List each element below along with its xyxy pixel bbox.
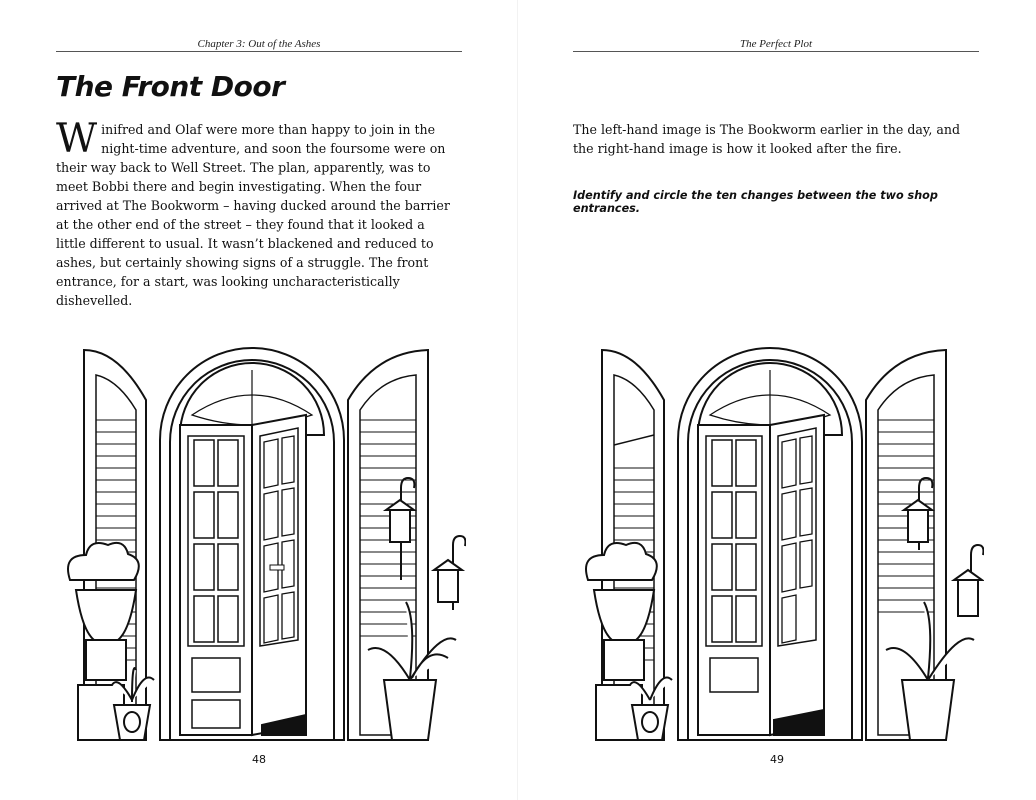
story-paragraph (56, 116, 452, 310)
puzzle-instruction: Identify and circle the ten changes between the two shop entrances. (573, 189, 938, 215)
page-number: 48 (252, 753, 266, 766)
page-title: The Front Door (56, 70, 285, 103)
shop-entrance-after-illustration (574, 340, 984, 745)
shop-entrance-before-illustration (56, 340, 466, 745)
page-number: 49 (770, 753, 784, 766)
running-head: Chapter 3: Out of the Ashes (197, 38, 321, 50)
header-rule (573, 51, 979, 52)
running-head: The Perfect Plot (739, 38, 813, 50)
intro-paragraph: The left-hand image is The Bookworm earlier in the day, and the right-hand image is how it looked after the fire. (573, 122, 961, 156)
right-page (518, 0, 1036, 800)
header-rule (56, 51, 462, 52)
story-text: inifred and Olaf were more than happy to join in the night-time adventure, and soon the foursome were on their way back to Well Street. The plan, apparently, was to meet Bobbi there and begin investigating. When the four arrived at The Bookworm – having ducked around the barrier at the other end of the street – they found that it looked a little different to usual. It wasn’t blackened and reduced to ashes, but certainly showing signs of a struggle. The front entrance, for a start, was looking uncharacteristically dishevelled. (56, 122, 450, 308)
drop-cap: W (56, 116, 98, 162)
